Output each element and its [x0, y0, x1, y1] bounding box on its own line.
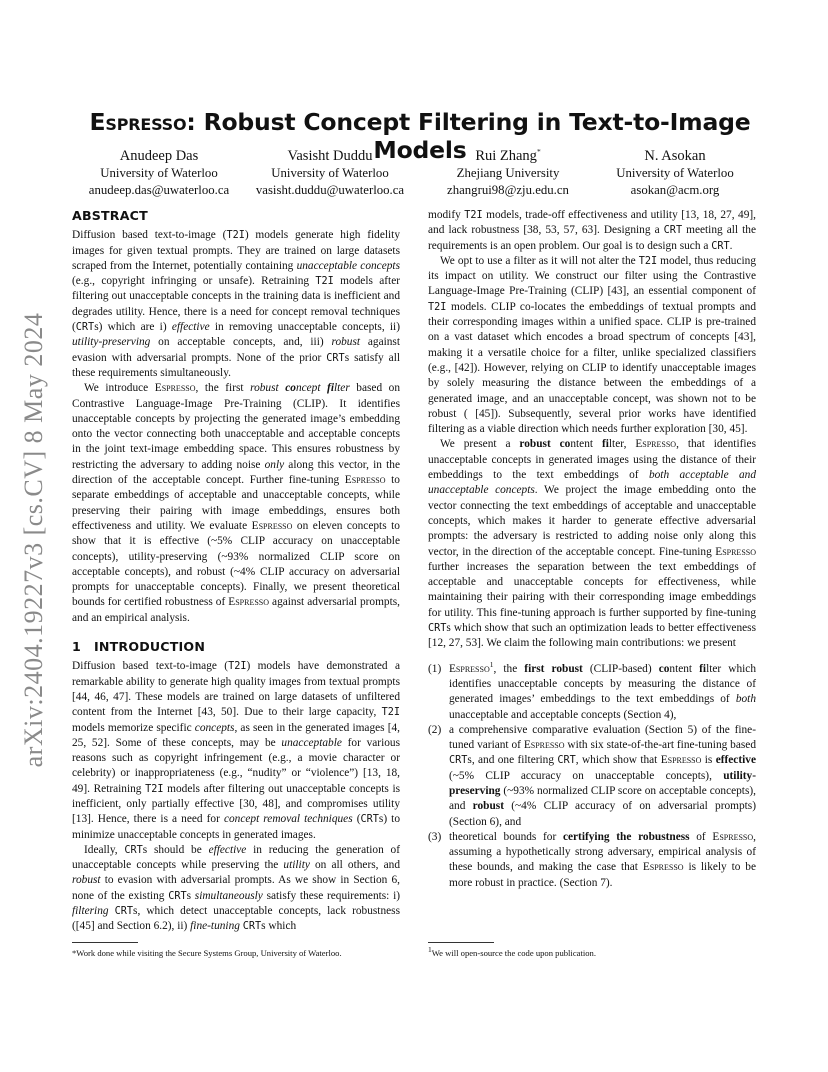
- author-email: asokan@acm.org: [630, 183, 720, 197]
- footnote-text: We will open-source the code upon publication.: [431, 948, 596, 958]
- body-paragraph: Ideally, CRTs should be effective in reducing the generation of unacceptable concepts while preserving the utility on all others, and robust to evasion with adversarial prompts. As we show in Section 6, none of the existing CRTs simultaneously satisfy these requirements: i) filtering CRTs, which detect unacceptable concepts, lack robustness ([45] and Section 6.2), ii) fine-tuning CRTs which: [72, 843, 400, 933]
- right-column: [428, 208, 756, 891]
- section-number: 1: [72, 639, 81, 655]
- author-affiliation: University of Waterloo: [616, 166, 734, 180]
- author-email: anudeep.das@uwaterloo.ca: [88, 183, 230, 197]
- author-email: vasisht.duddu@uwaterloo.ca: [255, 183, 405, 197]
- author-footnote-mark: *: [536, 147, 541, 157]
- body-paragraph: modify T2I models, trade-off effectiveness and utility [13, 18, 27, 49], and lack robustness [38, 53, 57, 63]. Designing a CRT meeting all the requirements is an open problem. Our goal is to design such a CRT.: [428, 209, 757, 252]
- author-email: zhangrui98@zju.edu.cn: [447, 183, 569, 197]
- author-affiliation: University of Waterloo: [271, 166, 389, 180]
- list-item: (1) Espresso$^1$, the first robust (CLIP-based) content filter which identifies unacceptable concepts by measuring the distance of generated images’ embeddings to the text embeddings of both unacceptable and acceptable concepts (Section 4),: [428, 659, 756, 721]
- author-affiliation: Zhejiang University: [456, 166, 560, 180]
- footnote-right: [428, 945, 756, 959]
- footnote-divider: [428, 942, 494, 943]
- introduction-heading: [72, 639, 400, 654]
- title-text: : Robust Concept Filtering in Text-to-Image Models: [186, 108, 751, 164]
- list-item: (2) a comprehensive comparative evaluation (Section 5) of the fine-tuned variant of Espresso with six state-of-the-art fine-tuning based CRTs, and one filtering CRT, which show that Espresso is effective (~5% CLIP accuracy on unacceptable concepts), utility-preserving (~93% normalized CLIP score on acceptable concepts), and robust (~4% CLIP accuracy of on adversarial prompts) (Section 6), and: [428, 723, 757, 828]
- footnote-divider: [72, 942, 138, 943]
- footnote-mark: 1: [428, 945, 432, 955]
- author-name: Vasisht Duddu: [287, 148, 373, 164]
- abstract-paragraph: Diffusion based text-to-image (T2I) models generate high fidelity images for given textual prompts. They are trained on large datasets scraped from the Internet, potentially containing unacceptable concepts (e.g., copyright infringing or unsafe). Retraining T2I models after filtering out unacceptable concepts in the training data is inefficient and degrades utility. Hence, there is a need for concept removal techniques (CRTs) which are i) effective in removing unacceptable concepts, ii) utility-preserving on acceptable concepts, and, iii) robust against evasion with adversarial prompts. None of the prior CRTs satisfy all these requirements simultaneously.: [72, 229, 401, 379]
- author-name: N. Asokan: [644, 148, 706, 164]
- author-4: [585, 147, 765, 199]
- section-title: INTRODUCTION: [94, 639, 206, 655]
- contributions-list: [428, 659, 757, 891]
- author-affiliation: University of Waterloo: [100, 166, 218, 180]
- abstract-body: [72, 228, 400, 626]
- abstract-paragraph: We introduce Espresso, the first robust concept filter based on Contrastive Language-Image Pre-Training (CLIP). It identifies unacceptable concepts by projecting the generated image’s embedding onto the vector connecting both unacceptable and acceptable concepts in the joint text-image embedding space. This ensures robustness by restricting the adversary to adding noise only along this vector, in the direction of the acceptable concept. Further fine-tuning Espresso to separate embeddings of acceptable and unacceptable concepts, while preserving their pairing with image embeddings, ensures both effectiveness and utility. We evaluate Espresso on eleven concepts to show that it is effective (~5% CLIP accuracy on unacceptable concepts), utility-preserving (~93% normalized CLIP score on acceptable concepts), and robust (~4% CLIP accuracy on adversarial prompts for unacceptable concepts). Finally, we present theoretical bounds for certified robustness of Espresso against adversarial prompts, and an empirical analysis.: [72, 382, 401, 624]
- author-2: [240, 147, 420, 199]
- footnote-left: *Work done while visiting the Secure Systems Group, University of Waterloo.: [72, 948, 342, 958]
- author-block: [70, 147, 770, 199]
- arxiv-identifier: arXiv:2404.19227v3 [cs.CV] 8 May 2024: [19, 312, 48, 768]
- introduction-body-right: [428, 208, 756, 652]
- author-name: Rui Zhang*: [475, 147, 541, 164]
- title-system-name: Espresso: [89, 108, 187, 136]
- body-paragraph: Diffusion based text-to-image (T2I) models have demonstrated a remarkable ability to generate high quality images from textual prompts [44, 46, 47]. These models are trained on large datasets of unfiltered content from the Internet [43, 50]. Due to their large capacity, T2I models memorize specific concepts, as seen in the generated images [4, 25, 52]. Some of these concepts, may be unacceptable for various reasons such as copyright infringement (e.g., a movie character or celebrity) or inappropriateness (e.g., “nudity” or “violence”) [13, 18, 49]. Retraining T2I models after filtering out unacceptable concepts is inefficient, only partially effective [30, 48], and compromises utility [13]. Hence, there is a need for concept removal techniques (CRTs) to minimize unacceptable concepts in generated images.: [72, 660, 401, 841]
- list-item: (3) theoretical bounds for certifying the robustness of Espresso, assuming a hypothetically strong adversary, empirical analysis of these bounds, and making the case that Espresso is likely to be more robust in practice. (Section 7).: [428, 830, 757, 889]
- introduction-body-left: [72, 659, 400, 934]
- author-name: Anudeep Das: [119, 148, 199, 164]
- arxiv-stamp: [16, 190, 52, 890]
- author-3: [418, 147, 598, 199]
- left-column: [72, 208, 400, 935]
- author-1: [70, 147, 248, 199]
- abstract-heading: ABSTRACT: [72, 208, 148, 223]
- body-paragraph: We opt to use a filter as it will not alter the T2I model, thus reducing its impact on utility. We construct our filter using the Contrastive Language-Image Pre-Training (CLIP) [43], an essential component of T2I models. CLIP co-locates the embeddings of textual prompts and their corresponding images within a unified space. CLIP is pre-trained on a vast dataset which encodes a broad spectrum of concepts [43], making it a versatile choice for a filter, unlike specialized classifiers (e.g., [42]). However, relying on CLIP to identify unacceptable images by solely measuring the distance between the embeddings of a generated image, and an unacceptable concept, was shown not to be robust ( [45]). Subsequently, several prior works have identified filtering as a viable direction which needs further exploration [30, 45].: [428, 254, 757, 436]
- body-paragraph: We present a robust content filter, Espresso, that identifies unacceptable concepts in generated images using the distance of their embeddings to the text embeddings of both acceptable and unacceptable concepts. We project the image embedding onto the vector connecting the text embeddings of acceptable and unacceptable concepts, which makes it harder to generate effective adversarial prompts: the adversary is restricted to adding noise only along this vector, in the direction of the acceptable concept. Fine-tuning Espresso further increases the separation between the text embeddings of acceptable and unacceptable concepts for effectiveness, while maintaining their pairing with their corresponding image embeddings for utility. This fine-tuning approach is further supported by fine-tuning CRTs which show that such an optimization leads to better effectiveness [12, 27, 53]. We claim the following main contributions: we present: [428, 438, 756, 650]
